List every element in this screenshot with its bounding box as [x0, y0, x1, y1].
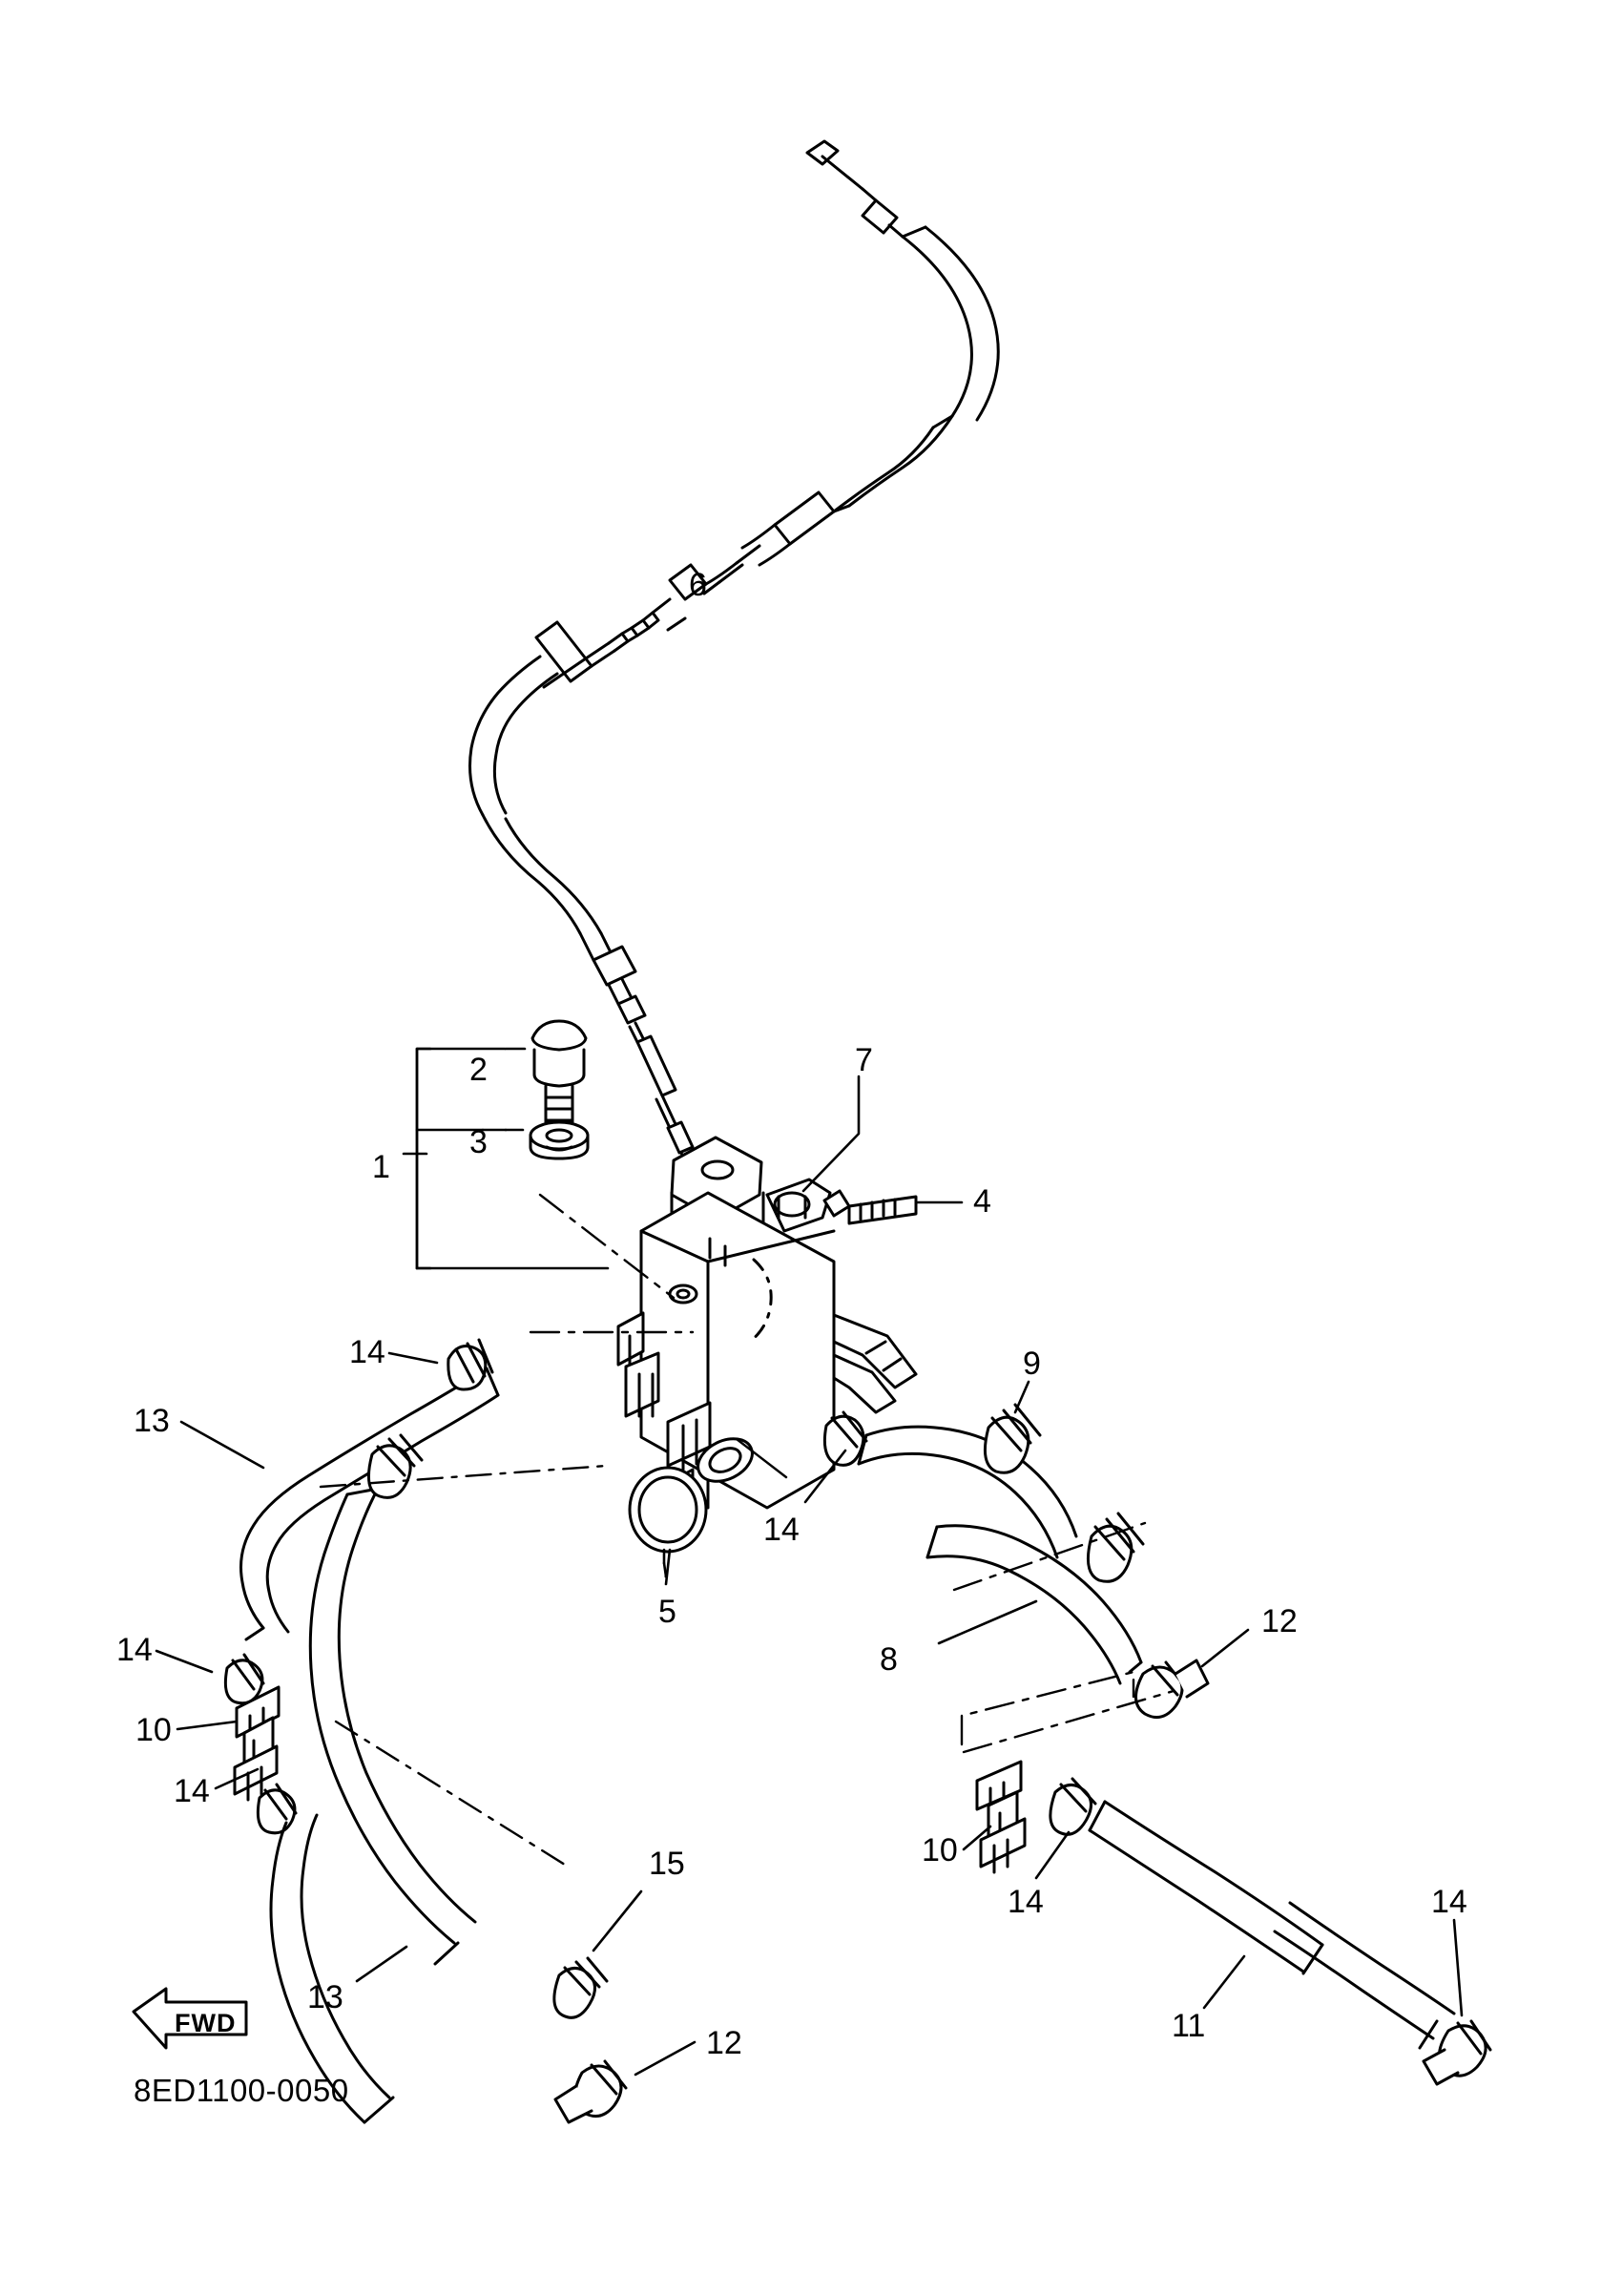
callout-10-leader — [177, 1722, 237, 1729]
callout-14e-leader — [1036, 1832, 1069, 1878]
callout-15-leader — [593, 1891, 641, 1951]
callout-12: 12 — [1261, 1603, 1298, 1639]
clamp-12-left — [555, 2061, 626, 2122]
callout-10-right: 10 — [922, 1832, 958, 1868]
callout-5: 5 — [658, 1594, 676, 1630]
washer-3 — [530, 1122, 588, 1158]
hose-9 — [824, 1405, 1076, 1557]
clamp-14-below-joint — [258, 1785, 296, 1833]
hose-11 — [1090, 1802, 1454, 2048]
callout-14-b: 14 — [116, 1632, 153, 1668]
callout-14-e: 14 — [1008, 1884, 1044, 1920]
fwd-label: FWD — [175, 2009, 237, 2037]
callout-14b-leader — [156, 1651, 212, 1672]
callout-13-leader — [181, 1422, 263, 1468]
callout-14-c: 14 — [174, 1773, 210, 1809]
callout-13b-leader — [357, 1947, 406, 1981]
oil-pump-body — [618, 1138, 916, 1512]
joint-10-right — [977, 1762, 1025, 1872]
callout-1: 1 — [372, 1149, 390, 1185]
throttle-cable-6 — [470, 141, 999, 1166]
callout-14-leader — [389, 1353, 437, 1363]
callout-14-d: 14 — [763, 1512, 800, 1548]
hose-15 — [310, 1435, 607, 2017]
callout-8: 8 — [880, 1641, 898, 1678]
callout-12-leader — [1202, 1630, 1248, 1666]
bolt-2 — [532, 1021, 586, 1122]
callout-3: 3 — [469, 1124, 488, 1160]
bracket-1-bracket — [417, 1049, 430, 1268]
callout-11-leader — [1204, 1956, 1244, 2008]
callout-14f-leader — [1454, 1920, 1462, 2015]
callout-9: 9 — [1023, 1346, 1041, 1382]
callout-7-leader — [803, 1076, 859, 1191]
drawing-part-number: 8ED1100-0050 — [134, 2073, 349, 2108]
callout-12-left: 12 — [706, 2025, 742, 2061]
callout-4: 4 — [973, 1183, 991, 1220]
callout-9-leader — [1015, 1382, 1029, 1412]
callout-11: 11 — [1172, 2008, 1206, 2044]
callout-6: 6 — [689, 567, 707, 603]
hose-8 — [927, 1513, 1208, 1718]
clamp-14e — [1050, 1779, 1095, 1834]
clamp-14f — [1424, 2021, 1490, 2084]
callout-8-leader — [939, 1601, 1036, 1643]
callout-12b-leader — [635, 2042, 695, 2075]
callout-2: 2 — [469, 1052, 488, 1088]
callout-7: 7 — [855, 1042, 873, 1078]
callout-10: 10 — [135, 1712, 172, 1748]
callout-14-f: 14 — [1431, 1884, 1467, 1920]
callout-13-lower: 13 — [307, 1979, 343, 2015]
callout-15: 15 — [649, 1846, 685, 1882]
callout-5-leader — [666, 1550, 670, 1584]
callout-14: 14 — [349, 1334, 385, 1370]
callout-13: 13 — [134, 1403, 170, 1439]
